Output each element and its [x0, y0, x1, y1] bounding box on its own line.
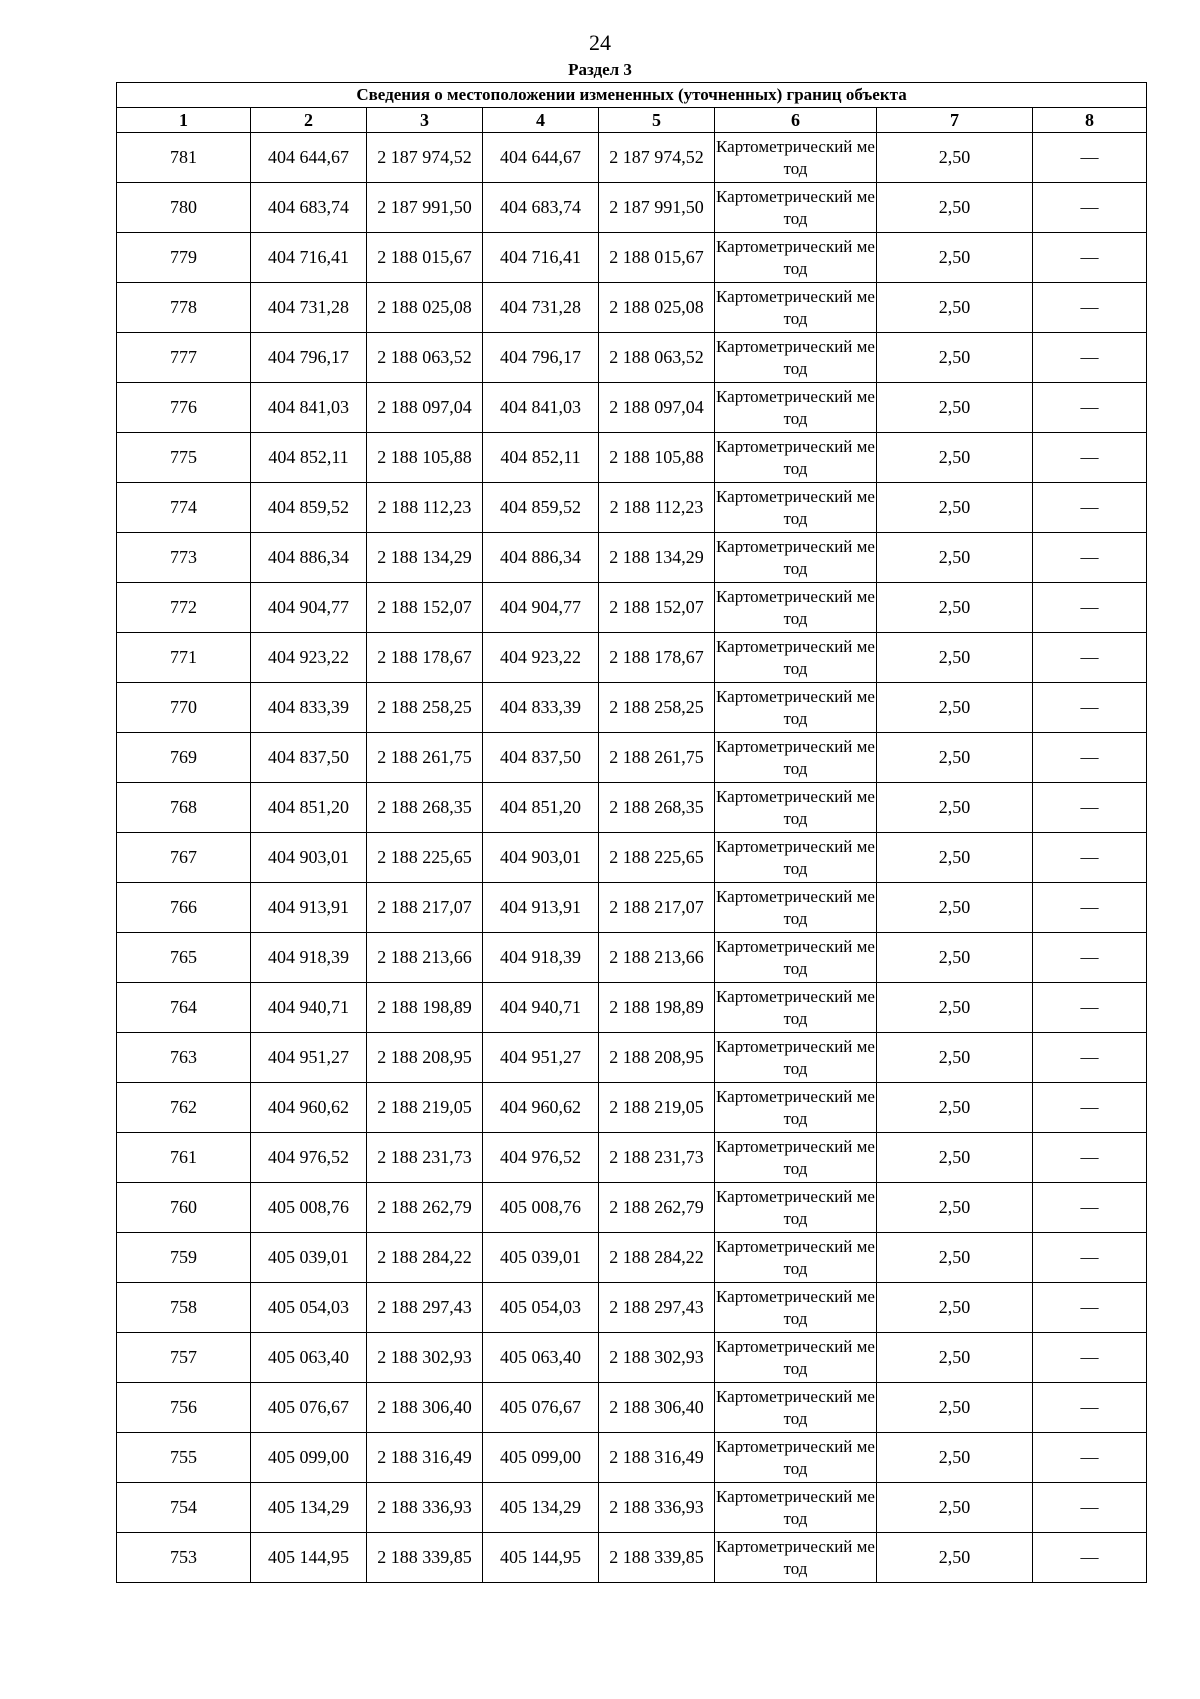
cell-x-new: 404 960,62: [483, 1083, 599, 1133]
cell-point-number: 757: [117, 1333, 251, 1383]
cell-point-number: 781: [117, 133, 251, 183]
cell-point-number: 759: [117, 1233, 251, 1283]
cell-description: —: [1033, 583, 1147, 633]
cell-accuracy: 2,50: [877, 633, 1033, 683]
cell-point-number: 766: [117, 883, 251, 933]
cell-point-number: 772: [117, 583, 251, 633]
table-row: [117, 983, 1147, 1033]
cell-accuracy: 2,50: [877, 733, 1033, 783]
column-number: 8: [1033, 108, 1147, 133]
cell-description: —: [1033, 633, 1147, 683]
cell-y-old: 2 188 268,35: [367, 783, 483, 833]
cell-y-old: 2 188 213,66: [367, 933, 483, 983]
cell-accuracy: 2,50: [877, 883, 1033, 933]
cell-method: Картометрический метод: [715, 183, 877, 233]
cell-accuracy: 2,50: [877, 483, 1033, 533]
cell-accuracy: 2,50: [877, 233, 1033, 283]
cell-y-new: 2 188 152,07: [599, 583, 715, 633]
table-caption: Сведения о местоположении измененных (уточненных) границ объекта: [117, 83, 1147, 108]
cell-description: —: [1033, 833, 1147, 883]
cell-point-number: 761: [117, 1133, 251, 1183]
table-row: [117, 733, 1147, 783]
cell-x-old: 404 886,34: [251, 533, 367, 583]
table-row: [117, 883, 1147, 933]
column-number-row: [117, 108, 1147, 133]
cell-point-number: 762: [117, 1083, 251, 1133]
cell-x-old: 404 837,50: [251, 733, 367, 783]
cell-method: Картометрический метод: [715, 733, 877, 783]
cell-x-old: 404 940,71: [251, 983, 367, 1033]
cell-method: Картометрический метод: [715, 1433, 877, 1483]
table-row: [117, 1333, 1147, 1383]
cell-y-new: 2 188 208,95: [599, 1033, 715, 1083]
cell-y-new: 2 188 198,89: [599, 983, 715, 1033]
cell-point-number: 756: [117, 1383, 251, 1433]
column-number: 6: [715, 108, 877, 133]
cell-x-new: 404 923,22: [483, 633, 599, 683]
cell-x-old: 405 076,67: [251, 1383, 367, 1433]
cell-point-number: 778: [117, 283, 251, 333]
cell-x-new: 404 903,01: [483, 833, 599, 883]
cell-description: —: [1033, 983, 1147, 1033]
cell-y-new: 2 188 105,88: [599, 433, 715, 483]
cell-y-new: 2 188 213,66: [599, 933, 715, 983]
cell-accuracy: 2,50: [877, 1433, 1033, 1483]
cell-y-new: 2 188 063,52: [599, 333, 715, 383]
table-row: [117, 1083, 1147, 1133]
column-number: 5: [599, 108, 715, 133]
cell-y-old: 2 187 974,52: [367, 133, 483, 183]
column-number: 3: [367, 108, 483, 133]
cell-description: —: [1033, 1033, 1147, 1083]
cell-description: —: [1033, 233, 1147, 283]
cell-x-new: 405 054,03: [483, 1283, 599, 1333]
cell-x-new: 404 913,91: [483, 883, 599, 933]
cell-x-old: 404 716,41: [251, 233, 367, 283]
cell-method: Картометрический метод: [715, 883, 877, 933]
cell-x-old: 404 644,67: [251, 133, 367, 183]
cell-y-new: 2 188 261,75: [599, 733, 715, 783]
cell-x-old: 404 683,74: [251, 183, 367, 233]
cell-description: —: [1033, 1483, 1147, 1533]
cell-description: —: [1033, 1233, 1147, 1283]
cell-accuracy: 2,50: [877, 1533, 1033, 1583]
cell-point-number: 771: [117, 633, 251, 683]
cell-x-old: 404 903,01: [251, 833, 367, 883]
cell-description: —: [1033, 683, 1147, 733]
cell-y-new: 2 188 219,05: [599, 1083, 715, 1133]
cell-accuracy: 2,50: [877, 383, 1033, 433]
cell-method: Картометрический метод: [715, 133, 877, 183]
cell-x-new: 405 076,67: [483, 1383, 599, 1433]
cell-accuracy: 2,50: [877, 1233, 1033, 1283]
cell-point-number: 753: [117, 1533, 251, 1583]
cell-point-number: 770: [117, 683, 251, 733]
cell-point-number: 760: [117, 1183, 251, 1233]
cell-accuracy: 2,50: [877, 983, 1033, 1033]
cell-x-new: 404 904,77: [483, 583, 599, 633]
cell-point-number: 763: [117, 1033, 251, 1083]
cell-y-new: 2 187 991,50: [599, 183, 715, 233]
cell-x-new: 404 859,52: [483, 483, 599, 533]
cell-x-new: 404 976,52: [483, 1133, 599, 1183]
cell-y-new: 2 188 297,43: [599, 1283, 715, 1333]
cell-x-new: 405 144,95: [483, 1533, 599, 1583]
cell-accuracy: 2,50: [877, 283, 1033, 333]
cell-y-new: 2 188 097,04: [599, 383, 715, 433]
cell-y-new: 2 188 258,25: [599, 683, 715, 733]
cell-accuracy: 2,50: [877, 1083, 1033, 1133]
cell-x-old: 405 008,76: [251, 1183, 367, 1233]
cell-x-new: 404 918,39: [483, 933, 599, 983]
cell-x-new: 404 716,41: [483, 233, 599, 283]
table-row: [117, 633, 1147, 683]
cell-y-new: 2 188 178,67: [599, 633, 715, 683]
cell-y-new: 2 188 015,67: [599, 233, 715, 283]
cell-accuracy: 2,50: [877, 433, 1033, 483]
column-number: 2: [251, 108, 367, 133]
cell-y-new: 2 188 231,73: [599, 1133, 715, 1183]
cell-description: —: [1033, 433, 1147, 483]
cell-accuracy: 2,50: [877, 333, 1033, 383]
cell-description: —: [1033, 1133, 1147, 1183]
cell-y-old: 2 188 152,07: [367, 583, 483, 633]
cell-x-old: 404 923,22: [251, 633, 367, 683]
cell-point-number: 773: [117, 533, 251, 583]
cell-y-new: 2 188 302,93: [599, 1333, 715, 1383]
cell-method: Картометрический метод: [715, 1283, 877, 1333]
cell-accuracy: 2,50: [877, 1133, 1033, 1183]
cell-method: Картометрический метод: [715, 833, 877, 883]
cell-y-old: 2 188 261,75: [367, 733, 483, 783]
cell-accuracy: 2,50: [877, 533, 1033, 583]
cell-point-number: 764: [117, 983, 251, 1033]
cell-x-old: 404 796,17: [251, 333, 367, 383]
cell-accuracy: 2,50: [877, 1483, 1033, 1533]
cell-point-number: 769: [117, 733, 251, 783]
cell-x-old: 405 039,01: [251, 1233, 367, 1283]
table-row: [117, 933, 1147, 983]
table-row: [117, 383, 1147, 433]
cell-description: —: [1033, 933, 1147, 983]
cell-y-old: 2 188 297,43: [367, 1283, 483, 1333]
cell-point-number: 767: [117, 833, 251, 883]
cell-x-old: 404 731,28: [251, 283, 367, 333]
cell-y-new: 2 188 225,65: [599, 833, 715, 883]
cell-point-number: 758: [117, 1283, 251, 1333]
cell-x-old: 404 951,27: [251, 1033, 367, 1083]
cell-description: —: [1033, 1083, 1147, 1133]
table-row: [117, 1133, 1147, 1183]
cell-y-new: 2 188 134,29: [599, 533, 715, 583]
table-row: [117, 1283, 1147, 1333]
cell-method: Картометрический метод: [715, 683, 877, 733]
table-row: [117, 1483, 1147, 1533]
cell-y-old: 2 188 198,89: [367, 983, 483, 1033]
cell-x-new: 404 940,71: [483, 983, 599, 1033]
cell-y-new: 2 188 336,93: [599, 1483, 715, 1533]
cell-point-number: 776: [117, 383, 251, 433]
cell-y-old: 2 188 262,79: [367, 1183, 483, 1233]
cell-method: Картометрический метод: [715, 483, 877, 533]
cell-y-new: 2 187 974,52: [599, 133, 715, 183]
cell-y-old: 2 188 134,29: [367, 533, 483, 583]
cell-x-old: 404 833,39: [251, 683, 367, 733]
cell-x-new: 405 039,01: [483, 1233, 599, 1283]
section-title: Раздел 3: [568, 60, 632, 79]
cell-x-new: 404 841,03: [483, 383, 599, 433]
cell-method: Картометрический метод: [715, 1533, 877, 1583]
cell-accuracy: 2,50: [877, 683, 1033, 733]
cell-y-new: 2 188 316,49: [599, 1433, 715, 1483]
cell-method: Картометрический метод: [715, 1033, 877, 1083]
cell-x-old: 404 960,62: [251, 1083, 367, 1133]
cell-x-new: 405 134,29: [483, 1483, 599, 1533]
cell-method: Картометрический метод: [715, 933, 877, 983]
table-row: [117, 1033, 1147, 1083]
cell-y-old: 2 188 025,08: [367, 283, 483, 333]
cell-method: Картометрический метод: [715, 433, 877, 483]
table-row: [117, 183, 1147, 233]
cell-method: Картометрический метод: [715, 233, 877, 283]
cell-method: Картометрический метод: [715, 1333, 877, 1383]
table-row: [117, 683, 1147, 733]
cell-y-old: 2 188 105,88: [367, 433, 483, 483]
cell-accuracy: 2,50: [877, 583, 1033, 633]
cell-y-old: 2 187 991,50: [367, 183, 483, 233]
cell-x-old: 405 134,29: [251, 1483, 367, 1533]
cell-y-old: 2 188 097,04: [367, 383, 483, 433]
cell-method: Картометрический метод: [715, 333, 877, 383]
cell-x-old: 404 913,91: [251, 883, 367, 933]
cell-x-old: 405 099,00: [251, 1433, 367, 1483]
cell-y-old: 2 188 217,07: [367, 883, 483, 933]
table-row: [117, 583, 1147, 633]
table-row: [117, 533, 1147, 583]
cell-x-new: 405 063,40: [483, 1333, 599, 1383]
cell-x-new: 404 731,28: [483, 283, 599, 333]
cell-method: Картометрический метод: [715, 783, 877, 833]
table-row: [117, 1533, 1147, 1583]
cell-y-old: 2 188 112,23: [367, 483, 483, 533]
cell-x-new: 404 886,34: [483, 533, 599, 583]
cell-x-new: 404 851,20: [483, 783, 599, 833]
cell-x-new: 405 008,76: [483, 1183, 599, 1233]
table-body: [117, 133, 1147, 1583]
cell-x-old: 404 859,52: [251, 483, 367, 533]
cell-y-old: 2 188 219,05: [367, 1083, 483, 1133]
column-number: 1: [117, 108, 251, 133]
cell-x-old: 404 976,52: [251, 1133, 367, 1183]
cell-method: Картометрический метод: [715, 1233, 877, 1283]
cell-description: —: [1033, 1183, 1147, 1233]
cell-y-new: 2 188 306,40: [599, 1383, 715, 1433]
cell-method: Картометрический метод: [715, 533, 877, 583]
cell-accuracy: 2,50: [877, 783, 1033, 833]
cell-accuracy: 2,50: [877, 1333, 1033, 1383]
cell-y-old: 2 188 225,65: [367, 833, 483, 883]
table-caption-row: [117, 83, 1147, 108]
cell-description: —: [1033, 1533, 1147, 1583]
cell-accuracy: 2,50: [877, 1383, 1033, 1433]
cell-x-new: 404 837,50: [483, 733, 599, 783]
cell-x-old: 405 054,03: [251, 1283, 367, 1333]
cell-accuracy: 2,50: [877, 833, 1033, 883]
cell-description: —: [1033, 783, 1147, 833]
cell-method: Картометрический метод: [715, 1483, 877, 1533]
cell-description: —: [1033, 283, 1147, 333]
cell-method: Картометрический метод: [715, 633, 877, 683]
table-row: [117, 783, 1147, 833]
cell-y-old: 2 188 231,73: [367, 1133, 483, 1183]
page-number: 24: [589, 30, 611, 55]
cell-y-old: 2 188 178,67: [367, 633, 483, 683]
cell-x-old: 404 851,20: [251, 783, 367, 833]
cell-accuracy: 2,50: [877, 1183, 1033, 1233]
table-row: [117, 1383, 1147, 1433]
cell-y-old: 2 188 336,93: [367, 1483, 483, 1533]
cell-method: Картометрический метод: [715, 583, 877, 633]
table-row: [117, 133, 1147, 183]
cell-y-old: 2 188 284,22: [367, 1233, 483, 1283]
cell-y-new: 2 188 112,23: [599, 483, 715, 533]
cell-x-old: 405 063,40: [251, 1333, 367, 1383]
cell-x-new: 404 644,67: [483, 133, 599, 183]
cell-point-number: 780: [117, 183, 251, 233]
cell-description: —: [1033, 1333, 1147, 1383]
column-number: 4: [483, 108, 599, 133]
cell-description: —: [1033, 333, 1147, 383]
cell-y-new: 2 188 284,22: [599, 1233, 715, 1283]
cell-point-number: 755: [117, 1433, 251, 1483]
cell-method: Картометрический метод: [715, 383, 877, 433]
table-row: [117, 233, 1147, 283]
cell-point-number: 779: [117, 233, 251, 283]
cell-x-old: 404 918,39: [251, 933, 367, 983]
cell-description: —: [1033, 483, 1147, 533]
table-row: [117, 333, 1147, 383]
cell-method: Картометрический метод: [715, 1133, 877, 1183]
cell-y-old: 2 188 339,85: [367, 1533, 483, 1583]
cell-description: —: [1033, 1283, 1147, 1333]
column-number: 7: [877, 108, 1033, 133]
cell-y-new: 2 188 217,07: [599, 883, 715, 933]
cell-description: —: [1033, 883, 1147, 933]
cell-x-new: 405 099,00: [483, 1433, 599, 1483]
table-row: [117, 483, 1147, 533]
cell-x-old: 405 144,95: [251, 1533, 367, 1583]
cell-description: —: [1033, 183, 1147, 233]
cell-point-number: 774: [117, 483, 251, 533]
table-row: [117, 1433, 1147, 1483]
cell-method: Картометрический метод: [715, 1383, 877, 1433]
cell-x-new: 404 796,17: [483, 333, 599, 383]
cell-accuracy: 2,50: [877, 133, 1033, 183]
cell-method: Картометрический метод: [715, 983, 877, 1033]
cell-point-number: 768: [117, 783, 251, 833]
boundary-coordinates-table: [116, 82, 1147, 1583]
cell-accuracy: 2,50: [877, 1033, 1033, 1083]
cell-point-number: 775: [117, 433, 251, 483]
cell-method: Картометрический метод: [715, 1083, 877, 1133]
table-row: [117, 433, 1147, 483]
table-row: [117, 833, 1147, 883]
cell-method: Картометрический метод: [715, 283, 877, 333]
cell-accuracy: 2,50: [877, 1283, 1033, 1333]
cell-y-new: 2 188 262,79: [599, 1183, 715, 1233]
cell-point-number: 754: [117, 1483, 251, 1533]
cell-x-old: 404 904,77: [251, 583, 367, 633]
cell-description: —: [1033, 533, 1147, 583]
cell-point-number: 777: [117, 333, 251, 383]
cell-point-number: 765: [117, 933, 251, 983]
cell-description: —: [1033, 1433, 1147, 1483]
table-row: [117, 283, 1147, 333]
cell-description: —: [1033, 1383, 1147, 1433]
cell-description: —: [1033, 383, 1147, 433]
cell-x-old: 404 841,03: [251, 383, 367, 433]
cell-x-new: 404 951,27: [483, 1033, 599, 1083]
cell-description: —: [1033, 733, 1147, 783]
cell-x-old: 404 852,11: [251, 433, 367, 483]
cell-y-old: 2 188 306,40: [367, 1383, 483, 1433]
cell-y-old: 2 188 316,49: [367, 1433, 483, 1483]
cell-method: Картометрический метод: [715, 1183, 877, 1233]
cell-accuracy: 2,50: [877, 183, 1033, 233]
cell-x-new: 404 852,11: [483, 433, 599, 483]
cell-accuracy: 2,50: [877, 933, 1033, 983]
cell-y-old: 2 188 258,25: [367, 683, 483, 733]
cell-description: —: [1033, 133, 1147, 183]
cell-y-old: 2 188 063,52: [367, 333, 483, 383]
cell-y-new: 2 188 025,08: [599, 283, 715, 333]
cell-y-new: 2 188 339,85: [599, 1533, 715, 1583]
cell-x-new: 404 683,74: [483, 183, 599, 233]
cell-y-new: 2 188 268,35: [599, 783, 715, 833]
table-row: [117, 1183, 1147, 1233]
cell-y-old: 2 188 015,67: [367, 233, 483, 283]
cell-x-new: 404 833,39: [483, 683, 599, 733]
cell-y-old: 2 188 302,93: [367, 1333, 483, 1383]
cell-y-old: 2 188 208,95: [367, 1033, 483, 1083]
table-row: [117, 1233, 1147, 1283]
